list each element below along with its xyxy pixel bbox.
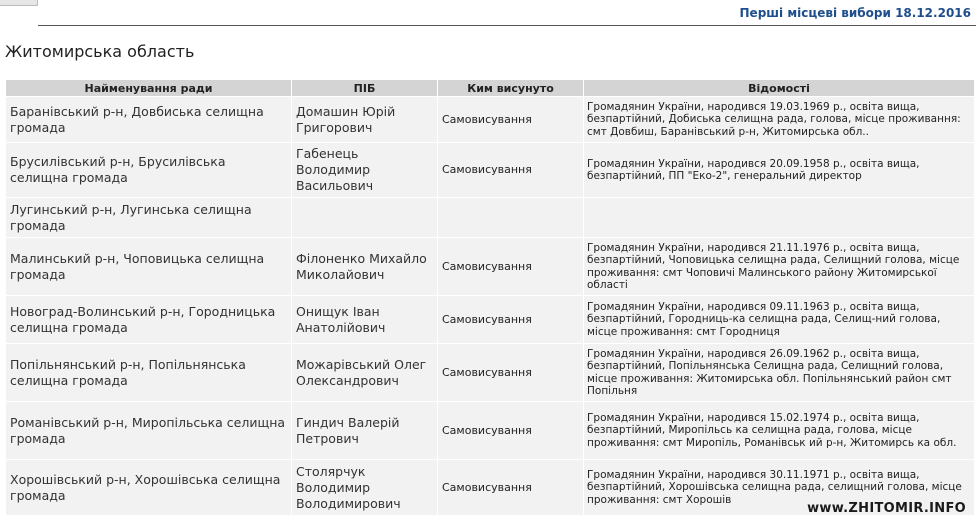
table-row [6,97,975,143]
name-cell: Домашин Юрій Григорович [292,97,438,143]
table-row [6,402,975,460]
council-cell: Романівський р-н, Миропільська селищна громада [6,402,292,460]
table-row [6,198,975,238]
column-header-name: ПІБ [292,80,438,97]
nominated-by-cell: Самовисування [438,460,584,516]
council-cell: Брусилівський р-н, Брусилівська селищна громада [6,143,292,198]
name-cell: Можарівський Олег Олександрович [292,344,438,402]
header-divider [38,25,976,26]
nominated-by-cell: Самовисування [438,97,584,143]
table-row [6,143,975,198]
info-cell: Громадянин України, народився 19.03.1969 р., освіта вища, безпартійний, Добиська селищна рада, голова, місце проживання: смт Довбиш, Баранівський р-н, Житомирська обл.. [584,97,975,143]
region-title: Житомирська область [5,42,195,61]
name-cell: Філоненко Михайло Миколайович [292,238,438,296]
council-cell: Хорошівський р-н, Хорошівська селищна громада [6,460,292,516]
nominated-by-cell [438,198,584,238]
nominated-by-cell: Самовисування [438,143,584,198]
council-cell: Малинський р-н, Чоповицька селищна громада [6,238,292,296]
council-cell: Лугинський р-н, Лугинська селищна громада [6,198,292,238]
info-cell: Громадянин України, народився 30.11.1971 р., освіта вища, безпартійний, Хорошівська селищна рада, селищний голова, місце проживання: смт Хорошів [584,460,975,516]
name-cell: Столярчук Володимир Володимирович [292,460,438,516]
election-link[interactable]: Перші місцеві вибори 18.12.2016 [739,6,971,20]
nominated-by-cell: Самовисування [438,344,584,402]
nominated-by-cell: Самовисування [438,296,584,344]
column-header-nominated-by: Ким висунуто [438,80,584,97]
site-watermark: www.ZHITOMIR.INFO [807,501,966,516]
info-cell: Громадянин України, народився 15.02.1974 р., освіта вища, безпартійний, Миропільсь ка селищна рада, голова, місце проживання: смт Миропіль, Романівськ ий р-н, Житомирсь ка обл. [584,402,975,460]
name-cell: Габенець Володимир Васильович [292,143,438,198]
name-cell [292,198,438,238]
name-cell: Гиндич Валерій Петрович [292,402,438,460]
info-cell: Громадянин України, народився 20.09.1958 р., освіта вища, безпартійний, ПП "Еко-2", генеральний директор [584,143,975,198]
council-cell: Попільнянський р-н, Попільнянська селищна громада [6,344,292,402]
candidates-table [5,79,975,516]
column-header-info: Відомості [584,80,975,97]
info-cell: Громадянин України, народився 26.09.1962 р., освіта вища, безпартійний, Попільнянська Селищна рада, Селищний голова, місце проживання: Житомирська обл. Попільнянський район смт Попільня [584,344,975,402]
table-row [6,238,975,296]
council-cell: Новоград-Волинський р-н, Городницька селищна громада [6,296,292,344]
info-cell [584,198,975,238]
top-left-tab [0,0,38,6]
nominated-by-cell: Самовисування [438,238,584,296]
info-cell: Громадянин України, народився 21.11.1976 р., освіта вища, безпартійний, Чоповицька селищна рада, Селищний голова, місце проживання: смт Чоповичі Малинського району Житомирської області [584,238,975,296]
column-header-council: Найменування ради [6,80,292,97]
name-cell: Онищук Іван Анатолійович [292,296,438,344]
info-cell: Громадянин України, народився 09.11.1963 р., освіта вища, безпартійний, Городниць-ка селищна рада, Селищ-ний голова, місце проживання: смт Городниця [584,296,975,344]
council-cell: Баранівський р-н, Довбиська селищна громада [6,97,292,143]
table-row [6,344,975,402]
table-header-row [6,80,975,97]
nominated-by-cell: Самовисування [438,402,584,460]
table-row [6,296,975,344]
